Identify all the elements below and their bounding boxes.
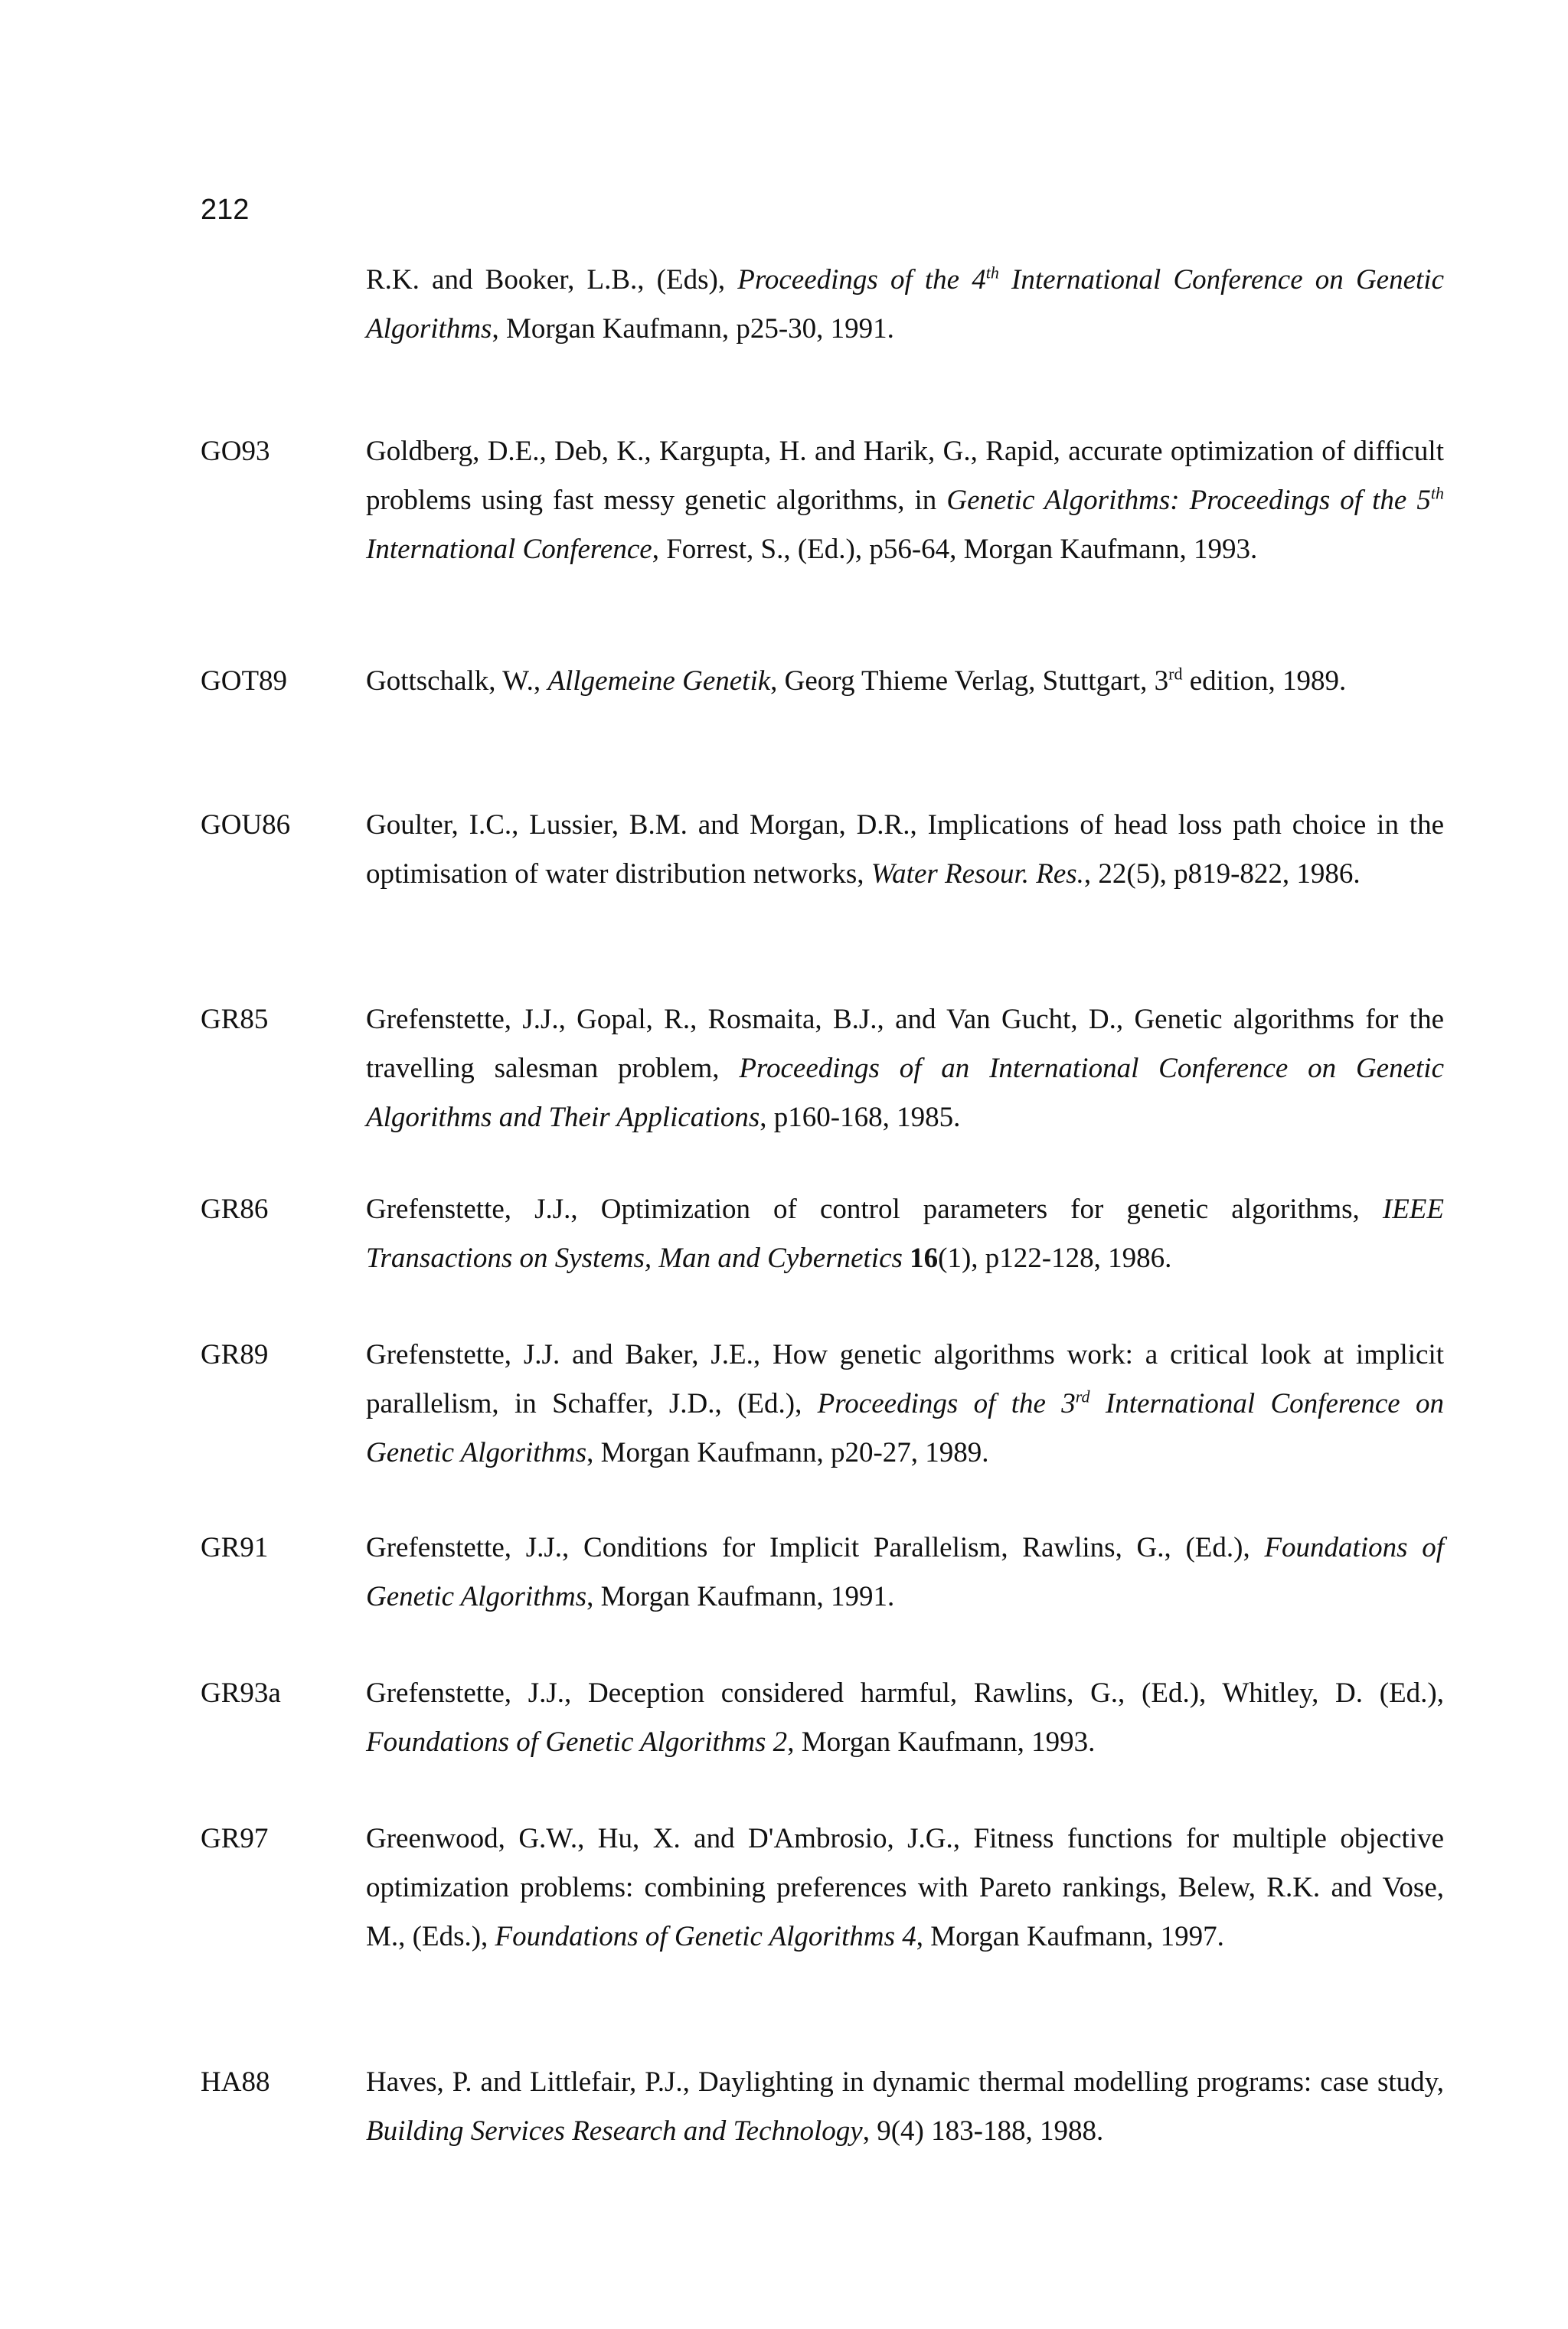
- reference-fragment: th: [985, 263, 999, 283]
- reference-fragment: (1), p122-128, 1986.: [938, 1243, 1172, 1274]
- reference-key: HA88: [201, 2066, 270, 2098]
- reference-fragment: Building Services Research and Technology: [366, 2115, 863, 2147]
- reference-fragment: , 22(5), p819-822, 1986.: [1083, 858, 1361, 890]
- reference-fragment: International Conference on Genetic Algorithms: [366, 1388, 1445, 1468]
- reference-fragment: th: [1430, 483, 1445, 503]
- reference-key: GO93: [201, 436, 270, 467]
- reference-fragment: , Georg Thieme Verlag, Stuttgart, 3: [770, 665, 1169, 697]
- reference-fragment: International Conference: [366, 534, 652, 565]
- reference-fragment: , Morgan Kaufmann, 1993.: [787, 1726, 1096, 1758]
- reference-fragment: Haves, P. and Littlefair, P.J., Daylighting in dynamic thermal modelling programs: case study,: [366, 2066, 1444, 2098]
- reference-fragment: , Morgan Kaufmann, 1991.: [586, 1581, 895, 1612]
- reference-key: GOU86: [201, 809, 291, 841]
- reference-fragment: 16: [910, 1243, 939, 1274]
- reference-fragment: , p160-168, 1985.: [760, 1102, 961, 1133]
- reference-fragment: Proceedings of the 3: [817, 1388, 1076, 1419]
- reference-key: GR85: [201, 1004, 269, 1035]
- reference-fragment: , Morgan Kaufmann, p20-27, 1989.: [586, 1437, 989, 1468]
- reference-fragment: R.K. and Booker, L.B., (Eds),: [366, 264, 738, 296]
- reference-fragment: Grefenstette, J.J. and Baker, J.E., How genetic algorithms work: a critical look at implicit parallelism, in Schaffer, J.D., (Ed.),: [366, 1339, 1444, 1419]
- reference-fragment: International Conference on Genetic Algorithms: [366, 264, 1445, 345]
- reference-fragment: Genetic Algorithms: Proceedings of the 5: [946, 485, 1431, 516]
- reference-text: [366, 995, 1444, 1142]
- reference-key: GR93a: [201, 1677, 281, 1709]
- reference-text: [366, 1185, 1444, 1283]
- reference-fragment: Foundations of Genetic Algorithms: [366, 1532, 1445, 1612]
- reference-text: [366, 657, 1444, 706]
- page-number: 212: [201, 194, 250, 226]
- reference-fragment: Allgemeine Genetik: [547, 665, 771, 697]
- reference-fragment: [903, 1243, 910, 1274]
- reference-fragment: IEEE Transactions on Systems, Man and Cybernetics: [366, 1194, 1444, 1274]
- reference-text: [366, 427, 1444, 574]
- reference-fragment: rd: [1075, 1387, 1090, 1406]
- reference-key: GR97: [201, 1823, 269, 1854]
- reference-key: GR91: [201, 1532, 269, 1563]
- reference-key: GOT89: [201, 665, 288, 697]
- reference-fragment: Water Resour. Res.: [871, 858, 1084, 890]
- reference-text: [366, 1331, 1444, 1478]
- reference-text: [366, 1669, 1444, 1767]
- reference-fragment: , Morgan Kaufmann, p25-30, 1991.: [492, 313, 894, 345]
- reference-key: GR86: [201, 1194, 269, 1225]
- reference-text: [366, 1524, 1444, 1622]
- reference-fragment: Goldberg, D.E., Deb, K., Kargupta, H. and Harik, G., Rapid, accurate optimization of difficult problems using fast messy genetic algorithms, in: [366, 436, 1444, 516]
- reference-text: [366, 2058, 1444, 2156]
- reference-fragment: Proceedings of an International Conference on Genetic Algorithms and Their Applications: [366, 1053, 1444, 1133]
- reference-fragment: Grefenstette, J.J., Optimization of control parameters for genetic algorithms,: [366, 1194, 1383, 1225]
- reference-text: [366, 1815, 1444, 1962]
- reference-fragment: Greenwood, G.W., Hu, X. and D'Ambrosio, J.G., Fitness functions for multiple objective optimization problems: combining preferences with Pareto rankings, Belew, R.K. and Vose, M., (Eds.),: [366, 1823, 1444, 1952]
- reference-fragment: , Morgan Kaufmann, 1997.: [916, 1921, 1224, 1952]
- reference-fragment: edition, 1989.: [1182, 665, 1347, 697]
- reference-fragment: Grefenstette, J.J., Conditions for Implicit Parallelism, Rawlins, G., (Ed.),: [366, 1532, 1265, 1563]
- reference-key: GR89: [201, 1339, 269, 1370]
- reference-fragment: Gottschalk, W.,: [366, 665, 548, 697]
- reference-fragment: Grefenstette, J.J., Gopal, R., Rosmaita, B.J., and Van Gucht, D., Genetic algorithms for the travelling salesman problem,: [366, 1004, 1444, 1084]
- reference-fragment: Proceedings of the 4: [737, 264, 986, 296]
- reference-fragment: Grefenstette, J.J., Deception considered harmful, Rawlins, G., (Ed.), Whitley, D. (Ed.),: [366, 1677, 1444, 1709]
- reference-fragment: Goulter, I.C., Lussier, B.M. and Morgan, D.R., Implications of head loss path choice in the optimisation of water distribution networks,: [366, 809, 1444, 890]
- reference-fragment: , Forrest, S., (Ed.), p56-64, Morgan Kaufmann, 1993.: [652, 534, 1258, 565]
- reference-fragment: , 9(4) 183-188, 1988.: [862, 2115, 1104, 2147]
- reference-fragment: rd: [1168, 664, 1183, 684]
- reference-fragment: Foundations of Genetic Algorithms 2: [366, 1726, 788, 1758]
- reference-text: [366, 801, 1444, 899]
- reference-fragment: Foundations of Genetic Algorithms 4: [495, 1921, 916, 1952]
- reference-text: [366, 256, 1444, 354]
